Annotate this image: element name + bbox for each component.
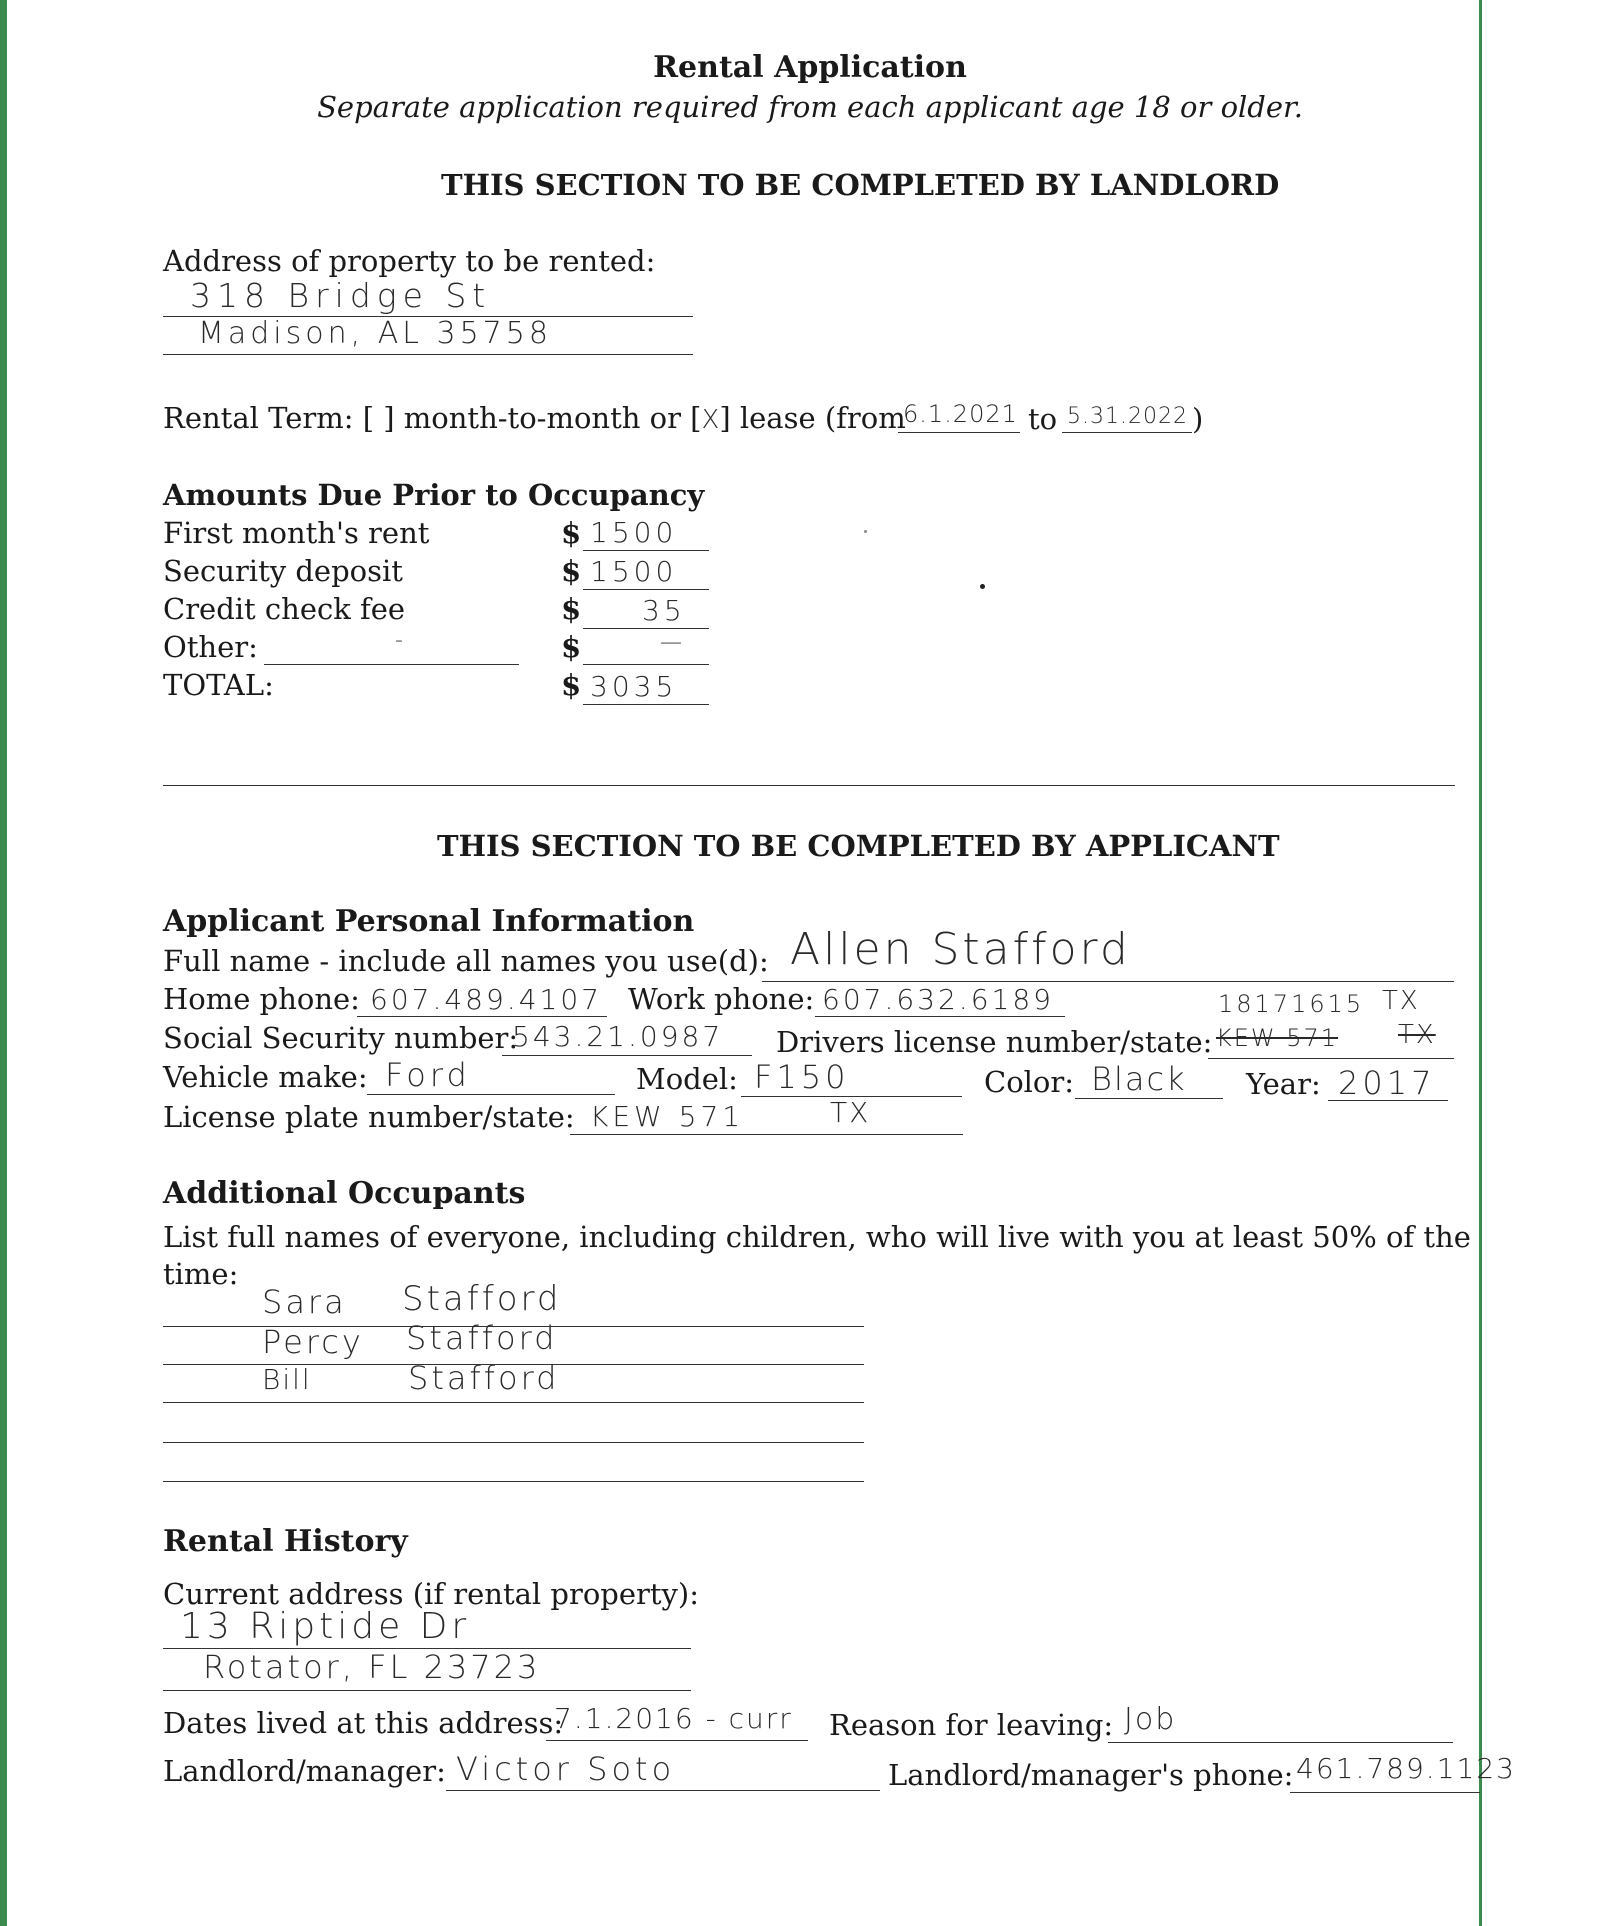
drivers-license-crossed-out: KEW 571 bbox=[1216, 1024, 1339, 1052]
ssn-value[interactable]: 543.21.0987 bbox=[512, 1020, 724, 1053]
scan-speck bbox=[864, 530, 867, 533]
landlord-section-heading: THIS SECTION TO BE COMPLETED BY LANDLORD bbox=[441, 168, 1280, 202]
amount-currency: $ bbox=[561, 630, 582, 664]
full-name-label: Full name - include all names you use(d): bbox=[163, 944, 769, 978]
personal-info-heading: Applicant Personal Information bbox=[163, 904, 695, 939]
rental-term-row bbox=[163, 401, 906, 435]
occupant-rule-empty bbox=[163, 1442, 864, 1443]
ssn-label: Social Security number: bbox=[163, 1021, 519, 1055]
occupants-instructions-line2: time: bbox=[163, 1257, 239, 1291]
work-phone-rule bbox=[815, 1016, 1065, 1017]
amount-value-other[interactable]: — bbox=[660, 630, 684, 655]
landlord-phone-value[interactable]: 461.789.1123 bbox=[1296, 1752, 1516, 1785]
occupant-first-name[interactable]: Percy bbox=[262, 1323, 364, 1361]
home-phone-label: Home phone: bbox=[163, 982, 360, 1016]
amount-label-credit-check: Credit check fee bbox=[163, 592, 406, 626]
lease-from-rule bbox=[898, 432, 1020, 433]
property-address-line2-rule bbox=[163, 354, 693, 355]
lease-close-paren: ) bbox=[1192, 402, 1204, 436]
occupants-instructions-line1: List full names of everyone, including children, who will live with you at least 50% of the bbox=[163, 1220, 1471, 1254]
amount-label-first-month: First month's rent bbox=[163, 516, 430, 550]
amount-rule bbox=[583, 589, 709, 590]
dates-lived-rule bbox=[546, 1740, 808, 1741]
landlord-manager-rule bbox=[446, 1790, 880, 1791]
amount-value-security-deposit[interactable]: 1500 bbox=[590, 555, 678, 588]
plate-rule bbox=[570, 1134, 963, 1135]
plate-label: License plate number/state: bbox=[163, 1100, 575, 1134]
amount-label-security-deposit: Security deposit bbox=[163, 554, 403, 588]
model-label: Model: bbox=[636, 1062, 738, 1096]
rental-term-label-b: ] lease (from bbox=[719, 401, 906, 435]
amount-currency: $ bbox=[561, 592, 582, 626]
dates-lived-value[interactable]: 7.1.2016 - curr bbox=[554, 1702, 793, 1735]
current-address-line2-rule bbox=[163, 1690, 691, 1691]
vehicle-make-value[interactable]: Ford bbox=[385, 1056, 471, 1094]
current-address-line2[interactable]: Rotator, FL 23723 bbox=[203, 1648, 541, 1686]
plate-state-value[interactable]: TX bbox=[830, 1096, 871, 1129]
home-phone-rule bbox=[357, 1016, 607, 1017]
amount-currency: $ bbox=[561, 516, 582, 550]
drivers-license-rule bbox=[1208, 1058, 1454, 1059]
year-rule bbox=[1328, 1100, 1448, 1101]
occupants-heading: Additional Occupants bbox=[163, 1176, 526, 1211]
amount-other-description-rule bbox=[264, 664, 519, 665]
occupant-last-name[interactable]: Stafford bbox=[402, 1279, 562, 1319]
amount-rule bbox=[583, 550, 709, 551]
model-value[interactable]: F150 bbox=[754, 1058, 850, 1096]
rental-term-label-a: Rental Term: [ ] month-to-month or [ bbox=[163, 401, 702, 435]
work-phone-value[interactable]: 607.632.6189 bbox=[822, 983, 1054, 1016]
home-phone-value[interactable]: 607.489.4107 bbox=[370, 983, 602, 1016]
year-value[interactable]: 2017 bbox=[1338, 1064, 1436, 1102]
color-value[interactable]: Black bbox=[1091, 1060, 1187, 1098]
amount-label-total: TOTAL: bbox=[163, 668, 274, 702]
amount-value-first-month[interactable]: 1500 bbox=[590, 516, 678, 549]
occupant-last-name[interactable]: Stafford bbox=[408, 1359, 560, 1397]
drivers-license-label: Drivers license number/state: bbox=[776, 1025, 1213, 1059]
amount-value-credit-check[interactable]: 35 bbox=[642, 594, 686, 627]
vehicle-make-rule bbox=[367, 1094, 615, 1095]
ssn-rule bbox=[502, 1055, 752, 1056]
lease-to-date[interactable]: 5.31.2022 bbox=[1067, 404, 1188, 429]
amount-rule bbox=[583, 628, 709, 629]
plate-value[interactable]: KEW 571 bbox=[590, 1100, 745, 1133]
property-address-line2[interactable]: Madison, AL 35758 bbox=[198, 316, 552, 351]
amount-rule bbox=[583, 704, 709, 705]
color-label: Color: bbox=[984, 1065, 1075, 1099]
lease-to-rule bbox=[1062, 432, 1192, 433]
occupant-rule bbox=[163, 1402, 864, 1403]
section-divider bbox=[163, 785, 1455, 786]
landlord-phone-rule bbox=[1290, 1792, 1480, 1793]
full-name-rule bbox=[762, 981, 1454, 982]
work-phone-label: Work phone: bbox=[628, 982, 815, 1016]
amounts-heading: Amounts Due Prior to Occupancy bbox=[163, 478, 705, 512]
amount-label-other: Other: bbox=[163, 630, 258, 664]
dates-lived-label: Dates lived at this address: bbox=[163, 1706, 564, 1740]
document-subtitle: Separate application required from each applicant age 18 or older. bbox=[317, 90, 1303, 124]
landlord-manager-label: Landlord/manager: bbox=[163, 1754, 446, 1788]
full-name-value[interactable]: Allen Stafford bbox=[790, 924, 1131, 975]
occupant-first-name[interactable]: Sara bbox=[262, 1283, 347, 1321]
drivers-license-number-value[interactable]: 18171615 bbox=[1218, 990, 1365, 1018]
current-address-line1[interactable]: 13 Riptide Dr bbox=[180, 1606, 471, 1647]
scan-speck bbox=[980, 584, 985, 589]
rental-history-heading: Rental History bbox=[163, 1524, 408, 1559]
occupant-last-name[interactable]: Stafford bbox=[406, 1319, 558, 1357]
year-label: Year: bbox=[1246, 1067, 1321, 1101]
color-rule bbox=[1075, 1098, 1223, 1099]
landlord-manager-value[interactable]: Victor Soto bbox=[456, 1750, 676, 1788]
vehicle-make-label: Vehicle make: bbox=[163, 1060, 368, 1094]
amount-currency: $ bbox=[561, 668, 582, 702]
property-address-line1[interactable]: 318 Bridge St bbox=[190, 276, 492, 315]
drivers-license-state-crossed-out: TX bbox=[1398, 1020, 1436, 1050]
current-address-label: Current address (if rental property): bbox=[163, 1577, 700, 1611]
reason-for-leaving-rule bbox=[1108, 1742, 1453, 1743]
reason-for-leaving-label: Reason for leaving: bbox=[829, 1708, 1114, 1742]
landlord-phone-label: Landlord/manager's phone: bbox=[888, 1758, 1294, 1792]
amount-value-total[interactable]: 3035 bbox=[590, 670, 678, 703]
reason-for-leaving-value[interactable]: Job bbox=[1124, 1702, 1177, 1737]
lease-to-label: to bbox=[1028, 402, 1058, 436]
lease-from-date[interactable]: 6.1.2021 bbox=[903, 400, 1018, 428]
amount-currency: $ bbox=[561, 554, 582, 588]
document-title: Rental Application bbox=[653, 50, 967, 85]
property-address-label: Address of property to be rented: bbox=[163, 244, 656, 278]
occupant-first-name[interactable]: Bill bbox=[262, 1363, 312, 1396]
drivers-license-state-value[interactable]: TX bbox=[1382, 986, 1420, 1016]
amount-rule bbox=[583, 664, 709, 665]
lease-checkbox[interactable]: X bbox=[701, 405, 720, 435]
occupant-rule-empty bbox=[163, 1481, 864, 1482]
applicant-section-heading: THIS SECTION TO BE COMPLETED BY APPLICANT bbox=[437, 829, 1280, 863]
amount-other-description[interactable]: - bbox=[395, 628, 405, 653]
